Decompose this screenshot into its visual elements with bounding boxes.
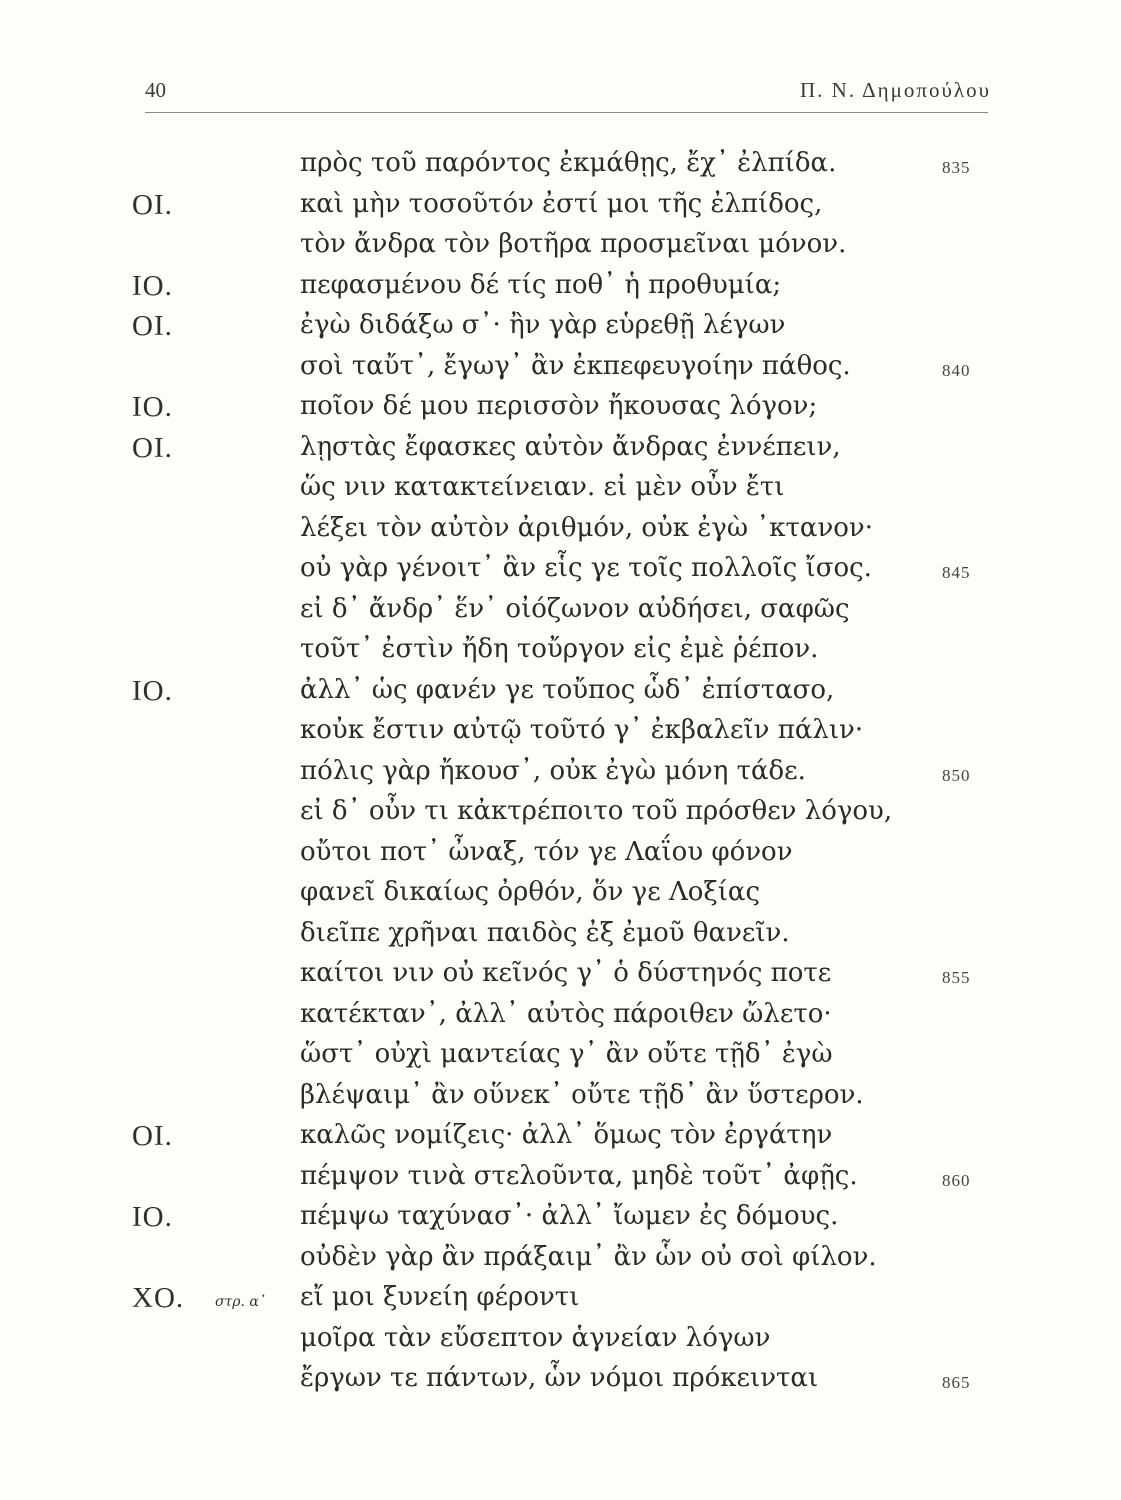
verse-line [0, 594, 1121, 634]
verse-line [0, 351, 1121, 391]
verse-line [0, 877, 1121, 917]
verse-text-line: εἰ δ᾽ ἄνδρ᾽ ἕν᾽ οἰόζωνον αὐδήσει, σαφῶς [300, 593, 850, 624]
verse-text-line: καλῶς νομίζεις· ἀλλ᾽ ὅμως τὸν ἐργάτην [300, 1120, 833, 1150]
verse-text-line: ὥς νιν κατακτείνειαν. εἰ μὲν οὖν ἔτι [300, 472, 785, 502]
verse-text-line: φανεῖ δικαίως ὀρθόν, ὅν γε Λοξίας [300, 877, 761, 907]
speaker-label: ΙΟ. [132, 674, 173, 707]
verse-text-line: εἰ δ᾽ οὖν τι κἀκτρέποιτο τοῦ πρόσθεν λόγου, [300, 796, 893, 826]
verse-text-line: βλέψαιμ᾽ ἂν οὕνεκ᾽ οὔτε τῇδ᾽ ἂν ὕστερον. [300, 1079, 864, 1110]
verse-line [0, 1161, 1121, 1201]
verse-text-line: πέμψον τινὰ στελοῦντα, μηδὲ τοῦτ᾽ ἀφῇς. [300, 1160, 858, 1191]
line-number: 855 [942, 968, 971, 987]
verse-line [0, 1363, 1121, 1403]
line-number: 840 [942, 360, 971, 380]
line-number: 835 [942, 158, 971, 177]
line-number: 860 [942, 1170, 971, 1190]
strophe-marker: στρ. α᾽ [215, 1294, 266, 1310]
verse-text-line: καὶ μὴν τοσοῦτόν ἐστί μοι τῆς ἐλπίδος, [300, 188, 823, 219]
verse-line [0, 715, 1121, 755]
verse-line [0, 432, 1121, 472]
verse-text-line: κατέκταν᾽, ἀλλ᾽ αὐτὸς πάροιθεν ὤλετο· [300, 998, 832, 1029]
verse-line [0, 472, 1121, 512]
verse-line [0, 675, 1121, 715]
verse-line [0, 999, 1121, 1039]
verse-line [0, 1323, 1121, 1363]
verse-text-line: οὔτοι ποτ᾽ ὦναξ, τόν γε Λαΐου φόνον [300, 836, 793, 867]
verse-text-line: καίτοι νιν οὐ κεῖνός γ᾽ ὁ δύστηνός ποτε [300, 958, 832, 988]
verse-text-line: μοῖρα τὰν εὔσεπτον ἁγνείαν λόγων [300, 1322, 771, 1353]
verse-text-line: τὸν ἄνδρα τὸν βοτῆρα προσμεῖναι μόνον. [300, 229, 847, 259]
verse-text-line: ἀλλ᾽ ὡς φανέν γε τοὔπος ὧδ᾽ ἐπίστασο, [300, 674, 835, 705]
speaker-label: ΟΙ. [132, 431, 173, 464]
verse-line [0, 837, 1121, 877]
speaker-label: ΧΟ. [132, 1282, 185, 1314]
verse-text-line: ἔργων τε πάντων, ὧν νόμοι πρόκεινται [300, 1363, 819, 1393]
verse-text-line: πόλις γὰρ ἤκουσ᾽, οὐκ ἐγὼ μόνη τάδε. [300, 755, 806, 786]
verse-line [0, 1080, 1121, 1120]
verse-text-line: οὐ γὰρ γένοιτ᾽ ἂν εἷς γε τοῖς πολλοῖς ἴσος. [300, 553, 872, 583]
verse-line [0, 796, 1121, 836]
verse-line [0, 756, 1121, 796]
speaker-label: ΙΟ. [132, 269, 173, 302]
verse-text-line: εἴ μοι ξυνείη φέροντι [300, 1282, 580, 1312]
verse-text-line: πέμψω ταχύνασ᾽· ἀλλ᾽ ἴωμεν ἐς δόμους. [300, 1201, 839, 1231]
verse-text-line: ποῖον δέ μου περισσὸν ἤκουσας λόγον; [300, 391, 818, 421]
verse-line [0, 958, 1121, 998]
verse-line [0, 270, 1121, 310]
verse-line [0, 189, 1121, 229]
verse-line [0, 229, 1121, 269]
speaker-label: ΟΙ. [132, 188, 173, 221]
line-number: 865 [942, 1373, 971, 1392]
speaker-label: ΙΟ. [132, 391, 173, 423]
verse-line [0, 1282, 1121, 1322]
verse-text-line: ἐγὼ διδάξω σ᾽· ἢν γὰρ εὑρεθῇ λέγων [300, 310, 786, 340]
verse-text-line: διεῖπε χρῆναι παιδὸς ἐξ ἐμοῦ θανεῖν. [300, 917, 790, 948]
verse-text-line: κοὐκ ἔστιν αὐτῷ τοῦτό γ᾽ ἐκβαλεῖν πάλιν· [300, 715, 864, 745]
verse-text-line: λέξει τὸν αὐτὸν ἀριθμόν, οὐκ ἐγὼ ᾽κτανον· [300, 512, 874, 543]
line-number: 845 [942, 563, 971, 582]
verse-line [0, 513, 1121, 553]
verse-line [0, 918, 1121, 958]
verse-line [0, 1120, 1121, 1160]
speaker-label: ΟΙ. [132, 310, 173, 342]
verse-line [0, 1242, 1121, 1282]
line-number: 850 [942, 765, 971, 785]
running-head: Π. Ν. Δημοπούλου [800, 78, 991, 102]
verse-line [0, 310, 1121, 350]
verse-line [0, 634, 1121, 674]
verse-line [0, 1039, 1121, 1079]
verse-text-line: λῃστὰς ἔφασκες αὐτὸν ἄνδρας ἐννέπειν, [300, 431, 841, 462]
verse-text-line: οὐδὲν γὰρ ἂν πράξαιμ᾽ ἂν ὧν οὐ σοὶ φίλον. [300, 1241, 877, 1272]
page-number: 40 [145, 78, 166, 102]
verse-text-line: σοὶ ταὔτ᾽, ἔγωγ᾽ ἂν ἐκπεφευγοίην πάθος. [300, 350, 851, 381]
speaker-label: ΟΙ. [132, 1120, 173, 1152]
verse-text-line: πρὸς τοῦ παρόντος ἐκμάθῃς, ἔχ᾽ ἐλπίδα. [300, 148, 837, 178]
verse-line [0, 553, 1121, 593]
verse-text-line: ὥστ᾽ οὐχὶ μαντείας γ᾽ ἂν οὔτε τῇδ᾽ ἐγὼ [300, 1039, 833, 1069]
verse-line [0, 1201, 1121, 1241]
verse-line [0, 391, 1121, 431]
verse-text-line: πεφασμένου δέ τίς ποθ᾽ ἡ προθυμία; [300, 269, 782, 300]
verse-text-line: τοῦτ᾽ ἐστὶν ἤδη τοὔργον εἰς ἐμὲ ῥέπον. [300, 634, 819, 664]
speaker-label: ΙΟ. [132, 1201, 173, 1233]
verse-line [0, 148, 1121, 188]
